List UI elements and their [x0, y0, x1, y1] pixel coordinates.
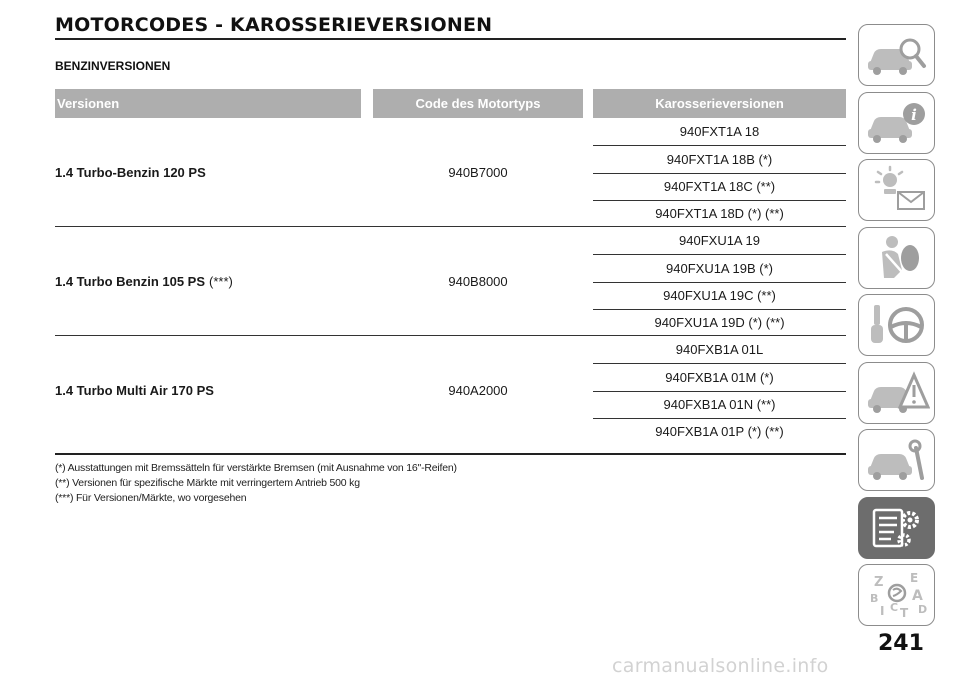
table-row-group [55, 336, 846, 445]
chapter-tab-maintenance[interactable] [858, 429, 935, 491]
body-version: 940FXU1A 19D (*) (**) [593, 309, 846, 336]
header-code: Code des Motortyps [373, 89, 583, 118]
body-version: 940FXT1A 18C (**) [593, 173, 846, 200]
table-row-group [55, 227, 846, 336]
car-wrench-icon [864, 434, 930, 486]
body-version: 940FXT1A 18D (*) (**) [593, 200, 846, 227]
table-row-group [55, 118, 846, 227]
svg-text:T: T [899, 606, 908, 620]
page-title: MOTORCODES - KAROSSERIEVERSIONEN [55, 14, 493, 36]
body-versions [593, 336, 846, 445]
svg-text:Z: Z [873, 575, 883, 590]
engine-code: 940A2000 [448, 383, 508, 398]
svg-text:E: E [909, 571, 918, 585]
svg-text:I: I [879, 604, 884, 618]
watermark: carmanualsonline.info [612, 655, 829, 677]
specs-gear-icon [864, 502, 930, 554]
svg-text:B: B [869, 592, 878, 605]
svg-text:i: i [910, 105, 917, 124]
chapter-tab-emergency[interactable] [858, 362, 935, 424]
engine-code: 940B7000 [448, 165, 508, 180]
airbag-seat-icon [864, 232, 930, 284]
svg-text:C: C [889, 601, 898, 614]
chapter-tab-index[interactable] [858, 564, 935, 626]
version-label: 1.4 Turbo-Benzin 120 PS [55, 165, 206, 180]
car-info-icon [864, 97, 930, 149]
version-name [55, 118, 210, 227]
version-name [55, 336, 218, 445]
key-steering-wheel-icon [864, 299, 930, 351]
table-bottom-rule [55, 453, 846, 455]
footnote: (***) Für Versionen/Märkte, wo vorgesehen [55, 492, 247, 504]
body-versions [593, 118, 846, 227]
body-version: 940FXU1A 19C (**) [593, 282, 846, 309]
engine-code: 940B8000 [448, 274, 508, 289]
body-version: 940FXT1A 18B (*) [593, 145, 846, 172]
body-version: 940FXB1A 01N (**) [593, 391, 846, 418]
body-version: 940FXB1A 01L [675, 342, 764, 358]
body-version: 940FXU1A 19 [679, 233, 760, 249]
body-version: 940FXT1A 18 [679, 124, 760, 140]
header-karosserie: Karosserieversionen [593, 89, 846, 118]
body-version: 940FXB1A 01M (*) [593, 363, 846, 390]
body-versions [593, 227, 846, 336]
section-subtitle: BENZINVERSIONEN [55, 59, 171, 73]
chapter-tab-info[interactable] [858, 92, 935, 154]
version-label: 1.4 Turbo Multi Air 170 PS [55, 383, 214, 398]
alphabet-index-icon [864, 569, 930, 621]
chapter-tab-dashboard[interactable] [858, 24, 935, 86]
body-version: 940FXB1A 01P (*) (**) [593, 418, 846, 445]
svg-text:D: D [917, 603, 927, 616]
footnote: (*) Ausstattungen mit Bremssätteln für verstärkte Bremsen (mit Ausnahme von 16"-Reifen) [55, 462, 457, 474]
car-breakdown-warning-icon [864, 367, 930, 419]
footnotes [55, 461, 457, 506]
footnote: (**) Versionen für spezifische Märkte mit verringertem Antrieb 500 kg [55, 477, 360, 489]
chapter-tab-driving[interactable] [858, 294, 935, 356]
header-versionen: Versionen [55, 89, 361, 118]
chapter-tab-technical-data[interactable] [858, 497, 935, 559]
title-rule [55, 38, 846, 40]
chapter-sidebar [858, 24, 936, 632]
version-note: (***) [209, 274, 233, 289]
body-version: 940FXU1A 19B (*) [593, 254, 846, 281]
chapter-tab-warnings[interactable] [858, 159, 935, 221]
warning-light-mail-icon [864, 164, 930, 216]
chapter-tab-safety[interactable] [858, 227, 935, 289]
version-name [55, 227, 233, 336]
version-label: 1.4 Turbo Benzin 105 PS [55, 274, 206, 289]
page-number: 241 [878, 631, 924, 656]
car-search-icon [864, 29, 930, 81]
svg-text:A: A [911, 588, 923, 604]
